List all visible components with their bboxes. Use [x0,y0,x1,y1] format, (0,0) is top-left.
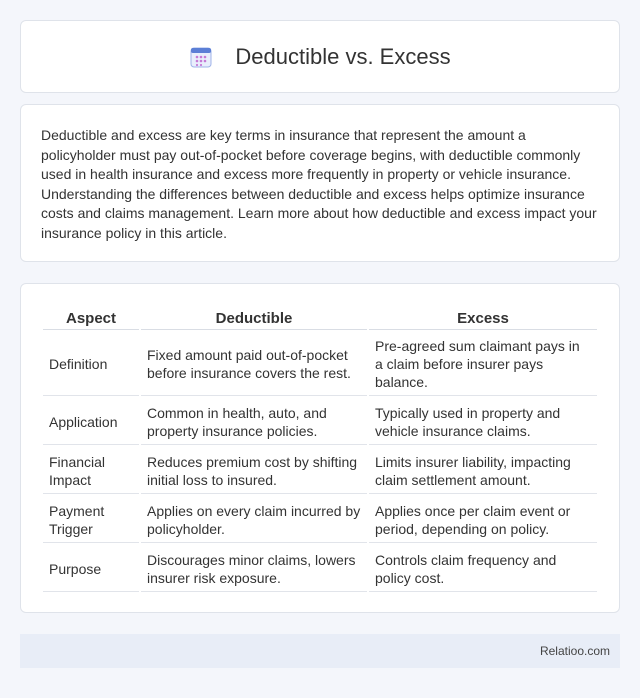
aspect-cell: Payment Trigger [43,496,139,543]
footer-brand-link[interactable]: Relatioo.com [539,644,610,658]
deductible-cell: Applies on every claim incurred by policyholder. [141,496,367,543]
header-aspect: Aspect [43,306,139,330]
aspect-cell: Definition [43,332,139,396]
header-deductible: Deductible [141,306,367,330]
header-excess: Excess [369,306,597,330]
calendar-icon [189,45,213,69]
page-title: Deductible vs. Excess [235,43,451,69]
deductible-cell: Discourages minor claims, lowers insurer risk exposure. [141,545,367,592]
table-header-row [43,306,597,330]
deductible-cell: Common in health, auto, and property insurance policies. [141,398,367,445]
excess-cell: Controls claim frequency and policy cost. [369,545,597,592]
table-row [43,398,597,445]
excess-cell: Pre-agreed sum claimant pays in a claim before insurer pays balance. [369,332,597,396]
comparison-table [41,304,599,594]
comparison-card [20,283,620,613]
excess-cell: Applies once per claim event or period, depending on policy. [369,496,597,543]
intro-card [20,104,620,262]
table-row [43,545,597,592]
table-row [43,332,597,396]
aspect-cell: Application [43,398,139,445]
deductible-cell: Reduces premium cost by shifting initial loss to insured. [141,447,367,494]
aspect-cell: Financial Impact [43,447,139,494]
excess-cell: Limits insurer liability, impacting claim settlement amount. [369,447,597,494]
intro-paragraph: Deductible and excess are key terms in insurance that represent the amount a policyholder must pay out-of-pocket before coverage begins, with deductible commonly used in health insurance and excess more frequently in property or vehicle insurance. Understanding the differences between deductible and excess helps optimize insurance costs and claims management. Learn more about how deductible and excess impact your insurance policy in this article. [41,127,597,241]
footer [20,634,620,668]
aspect-cell: Purpose [43,545,139,592]
title-card [20,20,620,93]
excess-cell: Typically used in property and vehicle insurance claims. [369,398,597,445]
table-row [43,496,597,543]
deductible-cell: Fixed amount paid out-of-pocket before insurance covers the rest. [141,332,367,396]
table-row [43,447,597,494]
